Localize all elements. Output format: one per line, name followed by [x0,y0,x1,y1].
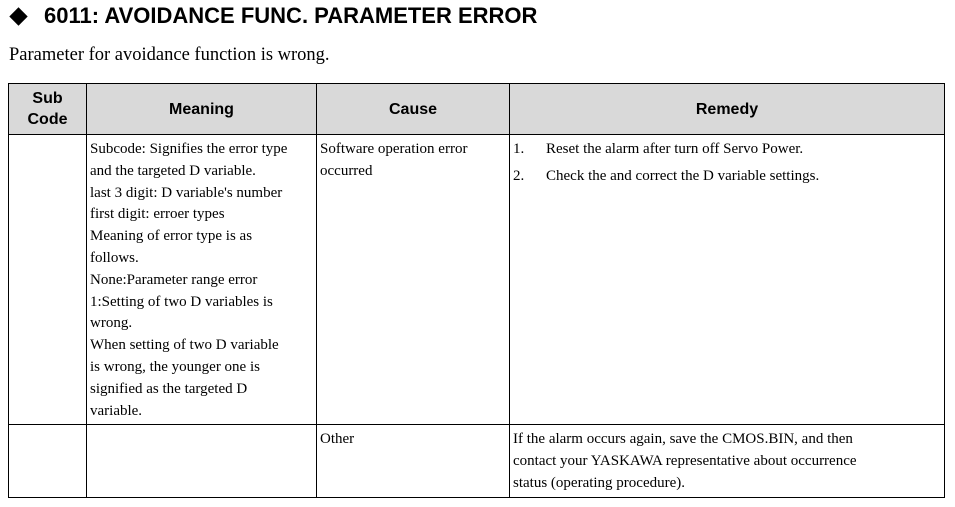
remedy-cell [510,425,945,498]
header-cause: Cause [317,84,510,135]
remedy-step [513,166,941,188]
remedy-step-text: Reset the alarm after turn off Servo Power. [546,141,804,157]
table-header-row [9,84,945,135]
meaning-value [87,425,316,431]
table-row [9,135,945,425]
meaning-cell [87,425,317,498]
sub-code-cell [9,425,87,498]
meaning-line: and the targeted D variable. [90,162,256,179]
remedy-line: status (operating procedure). [513,474,686,491]
meaning-line: Meaning of error type is as [90,228,253,245]
remedy-step-number: 1. [513,141,525,157]
remedy-steps-list [513,139,941,188]
remedy-cell [510,135,945,425]
remedy-step-text: Check the and correct the D variable settings. [546,167,820,184]
sub-code-value [9,425,86,431]
meaning-line: When setting of two D variable [90,337,279,354]
cause-value: Other [320,431,355,448]
cause-cell [317,135,510,425]
meaning-line: 1:Setting of two D variables is [90,293,273,310]
header-sub-code [9,84,87,135]
cause-line: occurred [320,162,373,179]
meaning-line: signified as the targeted D [90,380,248,397]
diamond-bullet-icon [9,7,27,25]
meaning-line: follows. [90,249,139,266]
header-remedy: Remedy [510,84,945,135]
meaning-line: None:Parameter range error [90,271,258,288]
meaning-cell [87,135,317,425]
meaning-line: is wrong, the younger one is [90,358,260,375]
remedy-line: contact your YASKAWA representative about occurrence [513,453,857,470]
remedy-step-number: 2. [513,167,525,184]
meaning-line: wrong. [90,315,133,332]
header-meaning: Meaning [87,84,317,135]
error-description: Parameter for avoidance function is wrong. [9,45,330,65]
header-sub-code-line1: Sub [32,90,63,107]
error-table [8,83,945,498]
sub-code-value [9,135,86,141]
table-row [9,425,945,498]
page-title [8,3,537,29]
meaning-line: first digit: erroer types [90,206,225,223]
meaning-line: variable. [90,402,143,419]
page-title-text: 6011: AVOIDANCE FUNC. PARAMETER ERROR [44,3,538,28]
cause-cell [317,425,510,498]
cause-line: Software operation error [320,141,468,157]
sub-code-cell [9,135,87,425]
meaning-line: last 3 digit: D variable's number [90,184,283,201]
remedy-line: If the alarm occurs again, save the CMOS.BIN, and then [513,431,853,448]
header-sub-code-line2: Code [27,111,68,128]
remedy-step [513,139,941,161]
meaning-line: Subcode: Signifies the error type [90,141,288,157]
